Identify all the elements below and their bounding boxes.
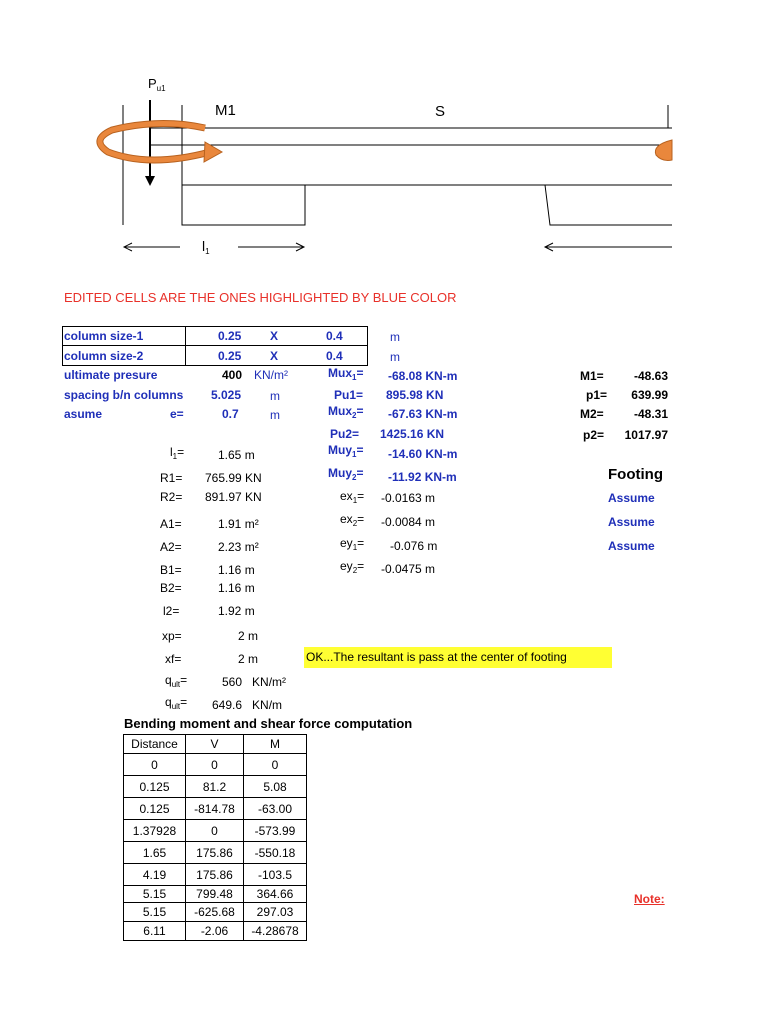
assume-e-eq: e= [170,407,184,421]
assume-3: Assume [608,539,655,553]
bm-table [123,734,307,941]
moment-arrow [100,123,222,162]
assume-2: Assume [608,515,655,529]
column-size-2-a: 0.25 [218,349,242,363]
a1-label: A1= [160,517,182,531]
muy1-label: Muy$_1$= [328,443,364,459]
table-row: 5.15 -625.68 297.03 [124,903,307,922]
qult-1-label: $q_{ult}=$ [165,673,188,689]
bm-title: Bending moment and shear force computation [124,716,413,731]
mux1-label: Mux$_1$= [328,366,364,382]
pu1-label: $P_{u1}$ [148,76,166,93]
p2-right-label: p2= [583,428,605,442]
p2-right-value: 1017.97 [624,428,668,442]
qult-2-label: $q_{ult}=$ [165,695,188,711]
pu2-load-label: Pu2= [330,427,360,441]
a2-value: 2.23 m² [218,540,259,554]
b1-label: B1= [160,563,182,577]
column-size-2-unit: m [390,350,400,364]
a1-value: 1.91 m² [218,517,259,531]
footing-diagram [0,0,768,270]
column-size-2-label: column size-2 [64,349,144,363]
spacing-unit: m [270,389,280,403]
table-row: 1.65 175.86 -550.18 [124,842,307,864]
column-size-divider [62,345,368,346]
column-size-2-b: 0.4 [326,349,343,363]
muy2-value: -11.92 KN-m [388,470,457,484]
assume-e-label: asume [64,407,103,421]
moment-arrow-right [655,140,672,160]
footing-title: Footing [608,466,663,483]
p1-right-value: 639.99 [631,388,668,402]
table-row: 5.15 799.48 364.66 [124,886,307,903]
qult-2-value: 649.6 KN/m [212,698,283,712]
xp-label: xp= [162,629,182,643]
ey1-value: -0.076 m [390,539,438,553]
spacing-value: 5.025 [211,388,242,402]
column-size-2-x: X [270,349,279,363]
ok-message: OK...The resultant is pass at the center of footing [304,647,612,668]
m1-right-value: -48.63 [633,369,668,383]
l1-result-label: $l_1=$ [170,445,185,461]
l1-result-value: 1.65 m [218,448,255,462]
r1-label: R1= [160,471,183,485]
ultimate-pressure-value: 400 [222,368,243,382]
muy2-label: Muy$_2$= [328,466,364,482]
pu1-load-label: Pu1= [334,388,364,402]
footing-right-outline [545,185,672,225]
m1-label: M1 [215,102,236,119]
load-arrow-head [145,176,155,186]
column-size-1-label: column size-1 [64,329,144,343]
pu1-load-value: 895.98 KN [386,388,444,402]
edited-cells-note: EDITED CELLS ARE THE ONES HIGHLIGHTED BY BLUE COLOR [64,290,457,305]
b2-value: 1.16 m [218,581,255,595]
m2-right-label: M2= [580,407,604,421]
column-size-1-unit: m [390,330,400,344]
bm-header-m: M [244,735,307,754]
r2-value: 891.97 KN [205,490,262,504]
table-row: 6.11 -2.06 -4.28678 [124,922,307,941]
assume-e-value: 0.7 [222,407,239,421]
table-row: 4.19 175.86 -103.5 [124,864,307,886]
ex1-label: $ex_1=$ [340,489,365,505]
mux2-value: -67.63 KN-m [388,407,458,421]
assume-1: Assume [608,491,655,505]
ultimate-pressure-unit: KN/m² [254,368,288,382]
column-size-1-a: 0.25 [218,329,242,343]
table-row: 0 0 0 [124,754,307,776]
column-size-1-b: 0.4 [326,329,343,343]
assume-e-unit: m [270,408,280,422]
column-size-vline [185,326,186,366]
ey1-label: $ey_1=$ [340,536,365,552]
a2-label: A2= [160,540,182,554]
bm-header-v: V [186,735,244,754]
ey2-value: -0.0475 m [381,562,436,576]
table-row: 0.125 81.2 5.08 [124,776,307,798]
b1-value: 1.16 m [218,563,255,577]
muy1-value: -14.60 KN-m [388,447,458,461]
pu2-load-value: 1425.16 KN [380,427,445,441]
qult-1-value: 560 KN/m² [222,675,287,689]
bm-header-row [124,735,307,754]
ey2-label: $ey_2=$ [340,559,365,575]
r2-label: R2= [160,490,183,504]
l2-label: l2= [163,604,180,618]
column-size-1-x: X [270,329,279,343]
ex2-value: -0.0084 m [381,515,436,529]
ex1-value: -0.0163 m [381,491,436,505]
mux2-label: Mux$_2$= [328,404,364,420]
mux1-value: -68.08 KN-m [388,369,458,383]
xf-label: xf= [165,652,182,666]
ex2-label: $ex_2=$ [340,512,365,528]
xp-value: 2 m [238,629,259,643]
l1-label: $l_1$ [202,238,210,256]
table-row: 1.37928 0 -573.99 [124,820,307,842]
spacing-label: spacing b/n columns [64,388,184,402]
table-row: 0.125 -814.78 -63.00 [124,798,307,820]
xf-value: 2 m [238,652,259,666]
l2-value: 1.92 m [218,604,255,618]
s-label: S [435,103,446,120]
footing-left-outline [182,185,305,225]
ultimate-pressure-label: ultimate presure [64,368,158,382]
note-label: Note: [634,892,665,906]
b2-label: B2= [160,581,182,595]
m2-right-value: -48.31 [633,407,668,421]
r1-value: 765.99 KN [205,471,262,485]
m1-right-label: M1= [580,369,604,383]
p1-right-label: p1= [586,388,608,402]
bm-header-distance: Distance [124,735,186,754]
